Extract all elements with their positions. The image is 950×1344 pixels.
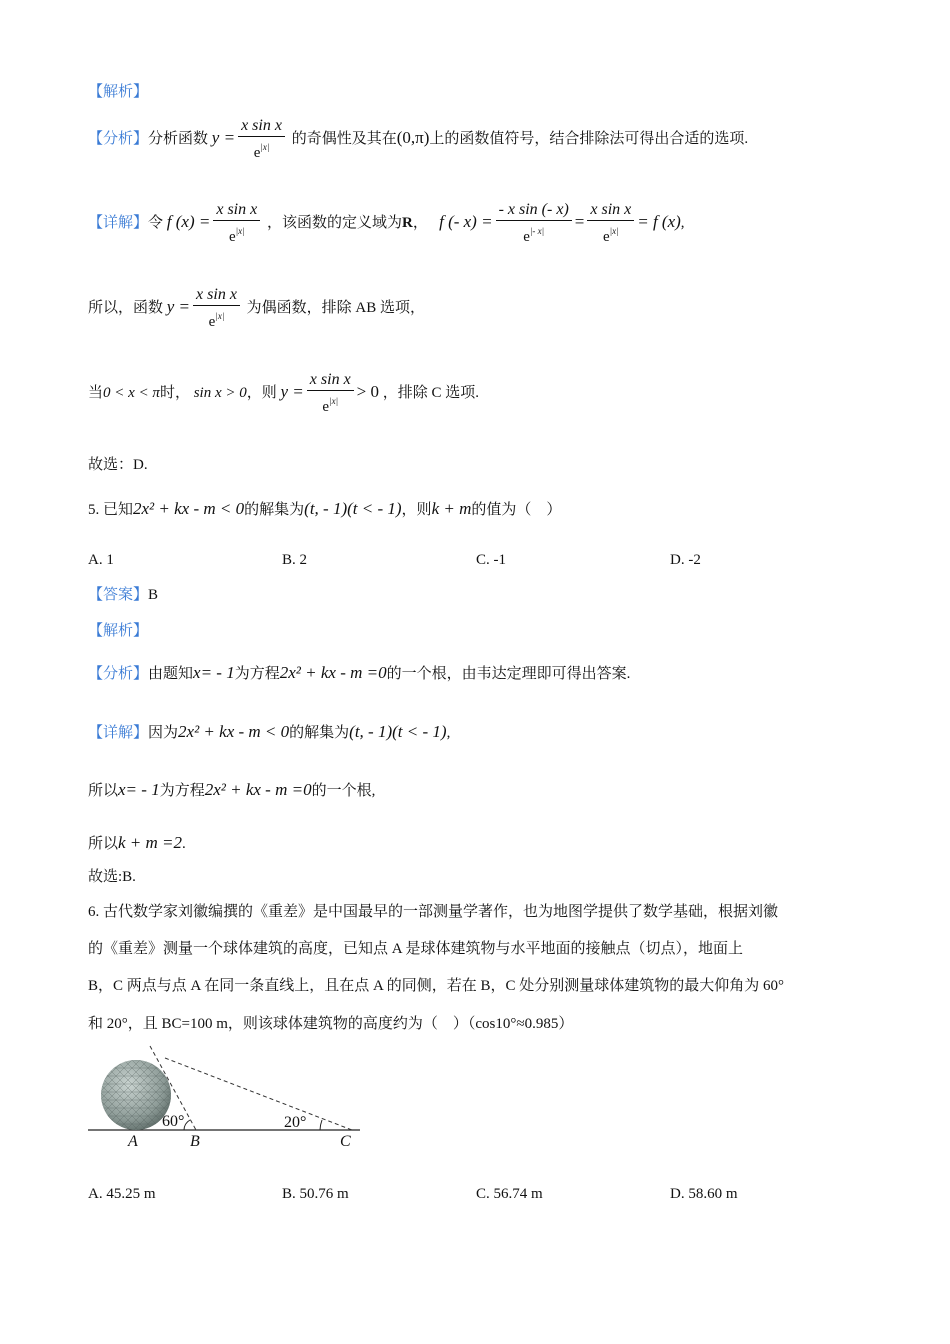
angle-60-label: 60°: [162, 1113, 185, 1130]
point-a-label: A: [128, 1133, 138, 1150]
fraction: $\frac{\text{x sin x}}{e^{|x|}}$: [193, 285, 240, 332]
text: 的值为（ ）: [471, 502, 562, 518]
formula: k + m =2: [118, 833, 183, 852]
q5-num: 5. 已知: [88, 502, 134, 518]
text: 的一个根，由韦达定理即可得出答案.: [386, 666, 631, 682]
point-c-label: C: [340, 1133, 351, 1150]
formula-y: y =: [211, 127, 236, 147]
q6-line-4: 和 20°，且 BC=100 m，则该球体建筑物的高度约为（ ）（cos10°≈0.985）: [88, 1016, 574, 1032]
text: 为偶函数，排除 AB 选项，: [246, 299, 426, 316]
text: 的解集为: [289, 725, 350, 741]
domain-R: R: [401, 214, 413, 231]
formula: 2x² + kx - m < 0: [178, 722, 290, 741]
analysis-tag: 【解析】: [88, 84, 149, 100]
text: 为方程: [234, 666, 280, 682]
text: ，则: [246, 384, 277, 401]
formula-f-neg: f (- x) =: [439, 211, 493, 231]
q5-inequality: 2x² + kx - m < 0: [133, 499, 245, 518]
text: ，该函数的定义域为: [266, 214, 402, 231]
q5-set: (t, - 1)(t < - 1): [304, 499, 402, 518]
xiangjie-tag: 【详解】: [88, 214, 149, 231]
formula-fx: f (x) =: [166, 211, 211, 231]
text: ，排除 C 选项.: [382, 384, 480, 401]
text: ，: [412, 214, 428, 231]
text: 令: [148, 214, 164, 231]
detail-line-3: 当0 < x < π时， sin x > 0，则 y = $\frac{\text{x sin x}}{e^{|x|}}$ > 0 ，排除 C 选项.: [88, 371, 480, 415]
text: 的一个根,: [311, 783, 376, 799]
question-5: [88, 494, 561, 525]
q5-analysis-tag: 【解析】: [88, 623, 149, 639]
option-c[interactable]: C. 56.74 m: [476, 1186, 543, 1202]
fenxi-tag: 【分析】: [88, 130, 149, 147]
fraction: $\frac{\text{x sin x}}{e^{|x|}}$: [213, 200, 260, 247]
inequality: 0 < x < π: [103, 384, 160, 401]
text: ，则: [401, 502, 432, 518]
text: 所以: [88, 783, 119, 799]
formula: 2x² + kx - m =0: [279, 663, 387, 682]
text: 的解集为: [244, 502, 305, 518]
q5-xiangjie-3: [88, 829, 186, 858]
q5-km: k + m: [431, 499, 472, 518]
q5-xiangjie-1: [88, 715, 450, 750]
text: 为方程: [159, 783, 205, 799]
q5-options: [88, 549, 848, 571]
fenxi-tag: 【分析】: [88, 666, 149, 682]
detail-line-1: 【详解】令 f (x) = $\frac{\text{x sin x}}{e^{|x|}}$ ，该函数的定义域为R， f (- x) = $\frac{\text{- x sin (- x)}}{e^{|- x|}}$ = $\frac{\text{x sin x}}{e^{|x|}}$ = f (x),: [88, 201, 685, 245]
point-b-label: B: [190, 1133, 200, 1150]
xiangjie-tag: 【详解】: [88, 725, 149, 741]
q6-line-2: 的《重差》测量一个球体建筑的高度，已知点 A 是球体建筑物与水平地面的接触点（切点），地面上: [88, 941, 744, 957]
option-a[interactable]: A. 45.25 m: [88, 1186, 156, 1202]
fraction: $\frac{\text{x sin x}}{e^{|x|}}$: [238, 116, 285, 163]
text: 所以: [88, 836, 119, 852]
sphere-figure: [80, 1040, 370, 1155]
formula: x= - 1: [118, 780, 160, 799]
q6-line-1: 6. 古代数学家刘徽编撰的《重差》是中国最早的一部测量学著作，也为地图学提供了数学基础，根据刘徽: [88, 904, 779, 920]
q6-options: [88, 1183, 848, 1205]
q5-xiangjie-2: [88, 773, 375, 808]
answer-value: B: [148, 587, 159, 603]
q6-line-3: B，C 两点与点 A 在同一条直线上，且在点 A 的同侧，若在 B，C 处分别测量球体建筑物的最大仰角为 60°: [88, 978, 785, 994]
text: 时，: [159, 384, 190, 401]
q5-final-answer: 故选:B.: [88, 869, 136, 885]
option-c[interactable]: C. -1: [476, 552, 506, 568]
answer-line: 故选：D.: [88, 457, 148, 473]
formula: 2x² + kx - m =0: [204, 780, 312, 799]
option-a[interactable]: A. 1: [88, 552, 114, 568]
analysis-line: [88, 116, 748, 163]
option-b[interactable]: B. 50.76 m: [282, 1186, 349, 1202]
angle-20-label: 20°: [284, 1114, 307, 1131]
option-d[interactable]: D. -2: [670, 552, 701, 568]
angle-arc-b: [184, 1120, 190, 1130]
fraction: $\frac{\text{x sin x}}{e^{|x|}}$: [587, 200, 634, 247]
fraction: $\frac{\text{x sin x}}{e^{|x|}}$: [307, 370, 354, 417]
text: 的奇偶性及其在: [291, 130, 397, 147]
fraction: $\frac{\text{- x sin (- x)}}{e^{|- x|}}$: [496, 200, 572, 247]
text: 上的函数值符号，结合排除法可得出合适的选项.: [429, 130, 749, 147]
sin-ineq: sin x > 0: [193, 384, 247, 401]
text: 由题知: [148, 666, 194, 682]
option-b[interactable]: B. 2: [282, 552, 308, 568]
q5-fenxi: [88, 656, 630, 691]
text: 当: [88, 384, 104, 401]
formula: (t, - 1)(t < - 1): [349, 722, 447, 741]
angle-arc-c: [320, 1120, 322, 1130]
text: .: [182, 836, 186, 852]
text: 所以，函数: [88, 299, 164, 316]
formula: x= - 1: [193, 663, 235, 682]
detail-line-2: 所以，函数 y = $\frac{\text{x sin x}}{e^{|x|}}$ 为偶函数，排除 AB 选项，: [88, 286, 426, 330]
answer-tag: 【答案】: [88, 587, 149, 603]
interval: (0,π): [396, 127, 430, 147]
text: 因为: [148, 725, 179, 741]
q5-answer: [88, 584, 158, 606]
text: 分析函数: [148, 130, 209, 147]
option-d[interactable]: D. 58.60 m: [670, 1186, 738, 1202]
text: ,: [446, 725, 451, 741]
tangent-line-c: [165, 1058, 352, 1130]
